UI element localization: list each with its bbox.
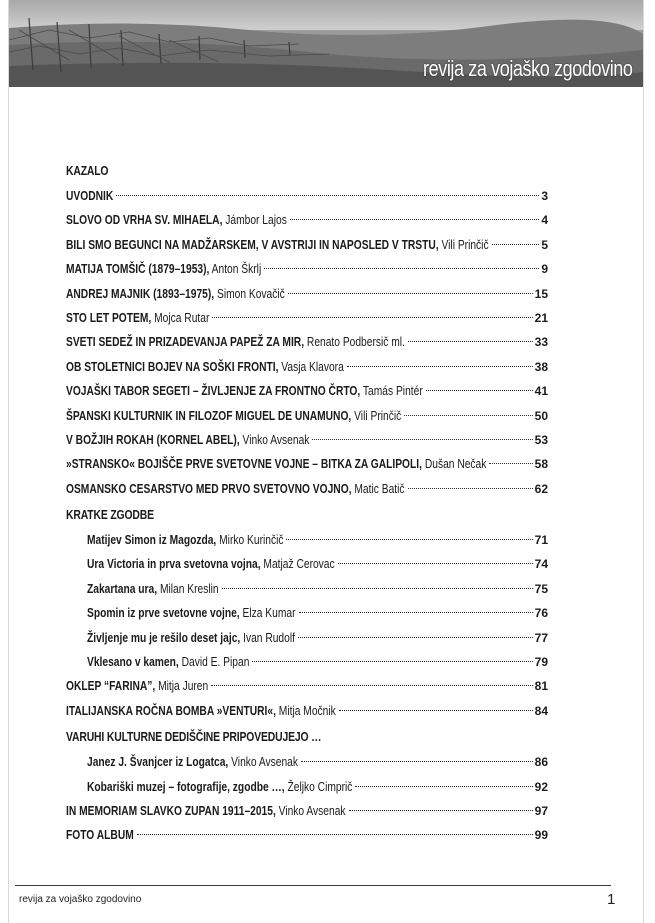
entry-author: Mirko Kurinčič [219,533,284,548]
entry-author: Vili Prinčič [441,237,489,252]
entry-author: Tamás Pintér [362,384,423,399]
section-heading-heritage: VARUHI KULTURNE DEDIŠČINE PRIPOVEDUJEJO … [66,729,322,745]
entry-author: Vinko Avsenak [231,755,299,770]
entry-title: Spomin iz prve svetovne vojne, [87,606,240,621]
dot-leader [408,488,533,489]
entry-title: UVODNIK [66,189,114,203]
toc-entry[interactable] [66,650,548,674]
dot-leader [338,563,533,564]
entry-page: 76 [534,606,548,621]
toc-entry[interactable] [66,601,548,625]
entry-page: 92 [534,779,548,794]
dot-leader [211,685,532,686]
entry-page: 5 [541,237,548,252]
entry-title: Zakartana ura, [87,581,158,596]
entry-author: Dušan Nečak [424,457,487,472]
entry-page: 71 [534,533,548,548]
entry-title: Janez J. Švanjcer iz Logatca, [87,755,229,770]
toc-entry[interactable] [66,699,548,723]
toc-entry[interactable] [66,452,548,476]
section-heading-short-stories: KRATKE ZGODBE [66,507,154,523]
entry-author: Simon Kovačič [216,286,285,301]
entry-title: BILI SMO BEGUNCI NA MADŽARSKEM, V AVSTRIJI IN NAPOSLED V TRSTU, [66,237,439,252]
toc-entry[interactable] [66,330,548,354]
dot-leader [312,439,532,440]
entry-page: 41 [534,384,548,399]
header-banner [9,0,643,87]
entry-author: Mitja Močnik [278,703,336,718]
entry-author: David E. Pipan [181,655,250,670]
entry-page: 33 [534,335,548,350]
entry-author: Ivan Rudolf [243,630,295,645]
entry-author: Vinko Avsenak [242,432,310,447]
entry-title: Vklesano v kamen, [87,655,179,670]
dot-leader [408,341,533,342]
entry-author: Jámbor Lajos [225,213,287,228]
entry-title: Ura Victoria in prva svetovna vojna, [87,557,261,572]
entry-title: MATIJA TOMŠIČ (1879–1953), [66,262,210,277]
entry-author: Elza Kumar [242,606,296,621]
entry-page: 75 [534,581,548,596]
entry-page: 77 [534,630,548,645]
entry-author: Renato Podbersič ml. [306,335,405,350]
dot-leader [212,317,532,318]
toc-entry[interactable] [66,428,548,452]
dot-leader [298,637,533,638]
entry-page: 62 [534,481,548,496]
entry-page: 4 [541,213,548,228]
entry-title: ITALIJANSKA ROČNA BOMBA »VENTURI«, [66,703,276,718]
entry-title: ŠPANSKI KULTURNIK IN FILOZOF MIGUEL DE UNAMUNO, [66,408,352,423]
footer-journal-title: revija za vojaško zgodovino [19,894,142,905]
toc-entry[interactable] [66,282,548,306]
entry-page: 81 [534,679,548,694]
dot-leader [137,834,533,835]
toc-entry[interactable] [66,257,548,281]
entry-title: SLOVO OD VRHA SV. MIHAELA, [66,213,223,228]
entry-author: Vinko Avsenak [278,803,346,818]
entry-author: Željko Cimprič [287,779,353,794]
entry-page: 38 [534,359,548,374]
entry-page: 84 [534,703,548,718]
entry-author: Anton Škrlj [211,262,262,277]
entry-author: Mojca Rutar [154,310,210,325]
dot-leader [222,588,533,589]
entry-page: 74 [534,557,548,572]
entry-page: 79 [534,655,548,670]
toc-entry[interactable] [66,379,548,403]
toc-heading: KAZALO [66,163,109,178]
toc-entry[interactable] [66,775,548,799]
table-of-contents [66,157,548,848]
footer-rule [15,885,611,886]
entry-title: Kobariški muzej – fotografije, zgodbe …, [87,779,285,794]
document-page [8,0,644,923]
entry-author: Mitja Juren [158,679,209,694]
toc-entry[interactable] [66,404,548,428]
toc-entry[interactable] [66,528,548,552]
entry-author: Vili Prinčič [354,408,402,423]
entry-title: FOTO ALBUM [66,828,134,843]
entry-title: Življenje mu je rešilo deset jajc, [87,630,241,645]
dot-leader [288,293,533,294]
dot-leader [426,390,533,391]
entry-page: 53 [534,432,548,447]
toc-entry[interactable] [66,674,548,698]
dot-leader [347,366,533,367]
dot-leader [116,195,539,196]
toc-entry[interactable] [66,208,548,232]
page-number: 1 [607,891,616,908]
toc-entry[interactable] [66,184,548,208]
entry-page: 3 [541,189,548,203]
toc-entry[interactable] [66,577,548,601]
entry-title: OB STOLETNICI BOJEV NA SOŠKI FRONTI, [66,359,279,374]
dot-leader [349,810,533,811]
entry-author: Matjaž Cerovac [263,557,335,572]
entry-title: »STRANSKO« BOJIŠČE PRVE SVETOVNE VOJNE – BITKA ZA GALIPOLI, [66,457,422,472]
entry-author: Milan Kreslin [159,581,219,596]
dot-leader [264,268,539,269]
toc-entry[interactable] [66,750,548,774]
entry-page: 9 [541,262,548,277]
toc-entry[interactable] [66,477,548,501]
toc-entry[interactable] [66,233,548,257]
dot-leader [492,244,540,245]
dot-leader [252,661,532,662]
entry-title: VOJAŠKI TABOR SEGETI – ŽIVLJENJE ZA FRONTNO ČRTO, [66,384,361,399]
entry-page: 50 [534,408,548,423]
entry-page: 99 [534,828,548,843]
entry-page: 15 [534,286,548,301]
toc-entry[interactable] [66,355,548,379]
entry-page: 58 [534,457,548,472]
entry-author: Vasja Klavora [281,359,344,374]
dot-leader [286,539,532,540]
dot-leader [290,219,539,220]
toc-entry[interactable] [66,823,548,847]
journal-title-banner: revija za vojaško zgodovino [423,56,633,81]
dot-leader [355,786,532,787]
entry-title: OSMANSKO CESARSTVO MED PRVO SVETOVNO VOJNO, [66,481,352,496]
entry-title: Matijev Simon iz Magozda, [87,533,217,548]
dot-leader [299,612,533,613]
entry-page: 86 [534,755,548,770]
entry-title: SVETI SEDEŽ IN PRIZADEVANJA PAPEŽ ZA MIR, [66,335,305,350]
entry-page: 21 [534,310,548,325]
dot-leader [339,710,533,711]
toc-entry[interactable] [66,306,548,330]
entry-page: 97 [534,803,548,818]
dot-leader [404,415,532,416]
toc-entry[interactable] [66,552,548,576]
entry-author: Matic Batič [354,481,405,496]
entry-title: V BOŽJIH ROKAH (KORNEL ABEL), [66,432,240,447]
dot-leader [489,463,532,464]
entry-title: ANDREJ MAJNIK (1893–1975), [66,286,215,301]
entry-title: OKLEP “FARINA”, [66,679,156,694]
entry-title: STO LET POTEM, [66,310,152,325]
toc-entry[interactable] [66,626,548,650]
toc-entry[interactable] [66,799,548,823]
entry-title: IN MEMORIAM SLAVKO ZUPAN 1911–2015, [66,803,276,818]
dot-leader [301,761,533,762]
